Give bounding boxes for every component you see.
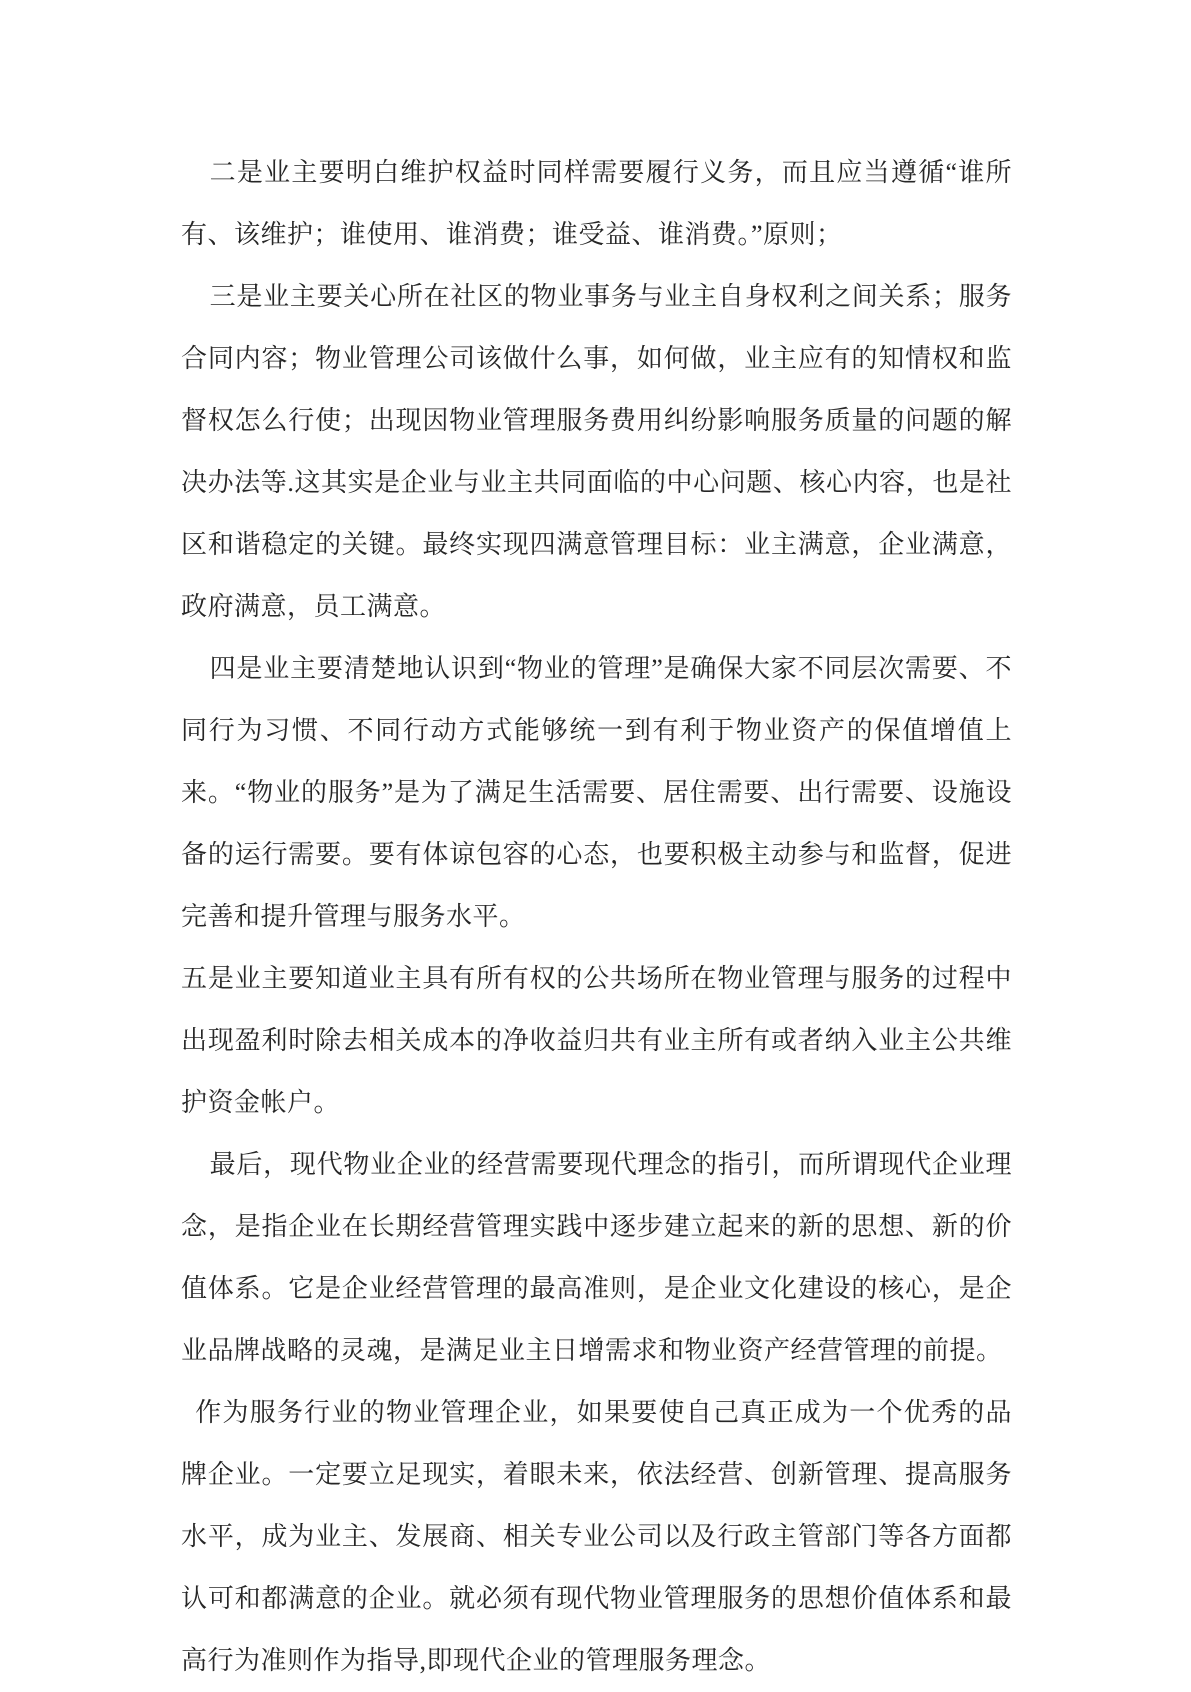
paragraph-conclusion-brand: 作为服务行业的物业管理企业，如果要使自己真正成为一个优秀的品牌企业。一定要立足现实，着眼未来，依法经营、创新管理、提高服务水平，成为业主、发展商、相关专业公司以及行政主管部门等各方面都认可和都满意的企业。就必须有现代物业管理服务的思想价值体系和最高行为准则作为指导,即现代企业的管理服务理念。 (181, 1398, 1012, 1675)
document-body (181, 142, 1012, 1692)
paragraph-conclusion-concepts: 最后，现代物业企业的经营需要现代理念的指引，而所谓现代企业理念，是指企业在长期经营管理实践中逐步建立起来的新的思想、新的价值体系。它是企业经营管理的最高准则，是企业文化建设的核心，是企业品牌战略的灵魂，是满足业主日增需求和物业资产经营管理的前提。 (181, 1150, 1012, 1365)
paragraph-point-two: 二是业主要明白维护权益时同样需要履行义务，而且应当遵循“谁所有、该维护；谁使用、谁消费；谁受益、谁消费。”原则； (181, 158, 1012, 249)
paragraph-point-four: 四是业主要清楚地认识到“物业的管理”是确保大家不同层次需要、不同行为习惯、不同行动方式能够统一到有利于物业资产的保值增值上来。“物业的服务”是为了满足生活需要、居住需要、出行需要、设施设备的运行需要。要有体谅包容的心态，也要积极主动参与和监督，促进完善和提升管理与服务水平。 (181, 654, 1012, 931)
paragraph-point-five: 五是业主要知道业主具有所有权的公共场所在物业管理与服务的过程中出现盈利时除去相关成本的净收益归共有业主所有或者纳入业主公共维护资金帐户。 (181, 964, 1012, 1117)
paragraph-point-three: 三是业主要关心所在社区的物业事务与业主自身权利之间关系；服务合同内容；物业管理公司该做什么事，如何做，业主应有的知情权和监督权怎么行使；出现因物业管理服务费用纠纷影响服务质量的问题的解决办法等.这其实是企业与业主共同面临的中心问题、核心内容，也是社区和谐稳定的关键。最终实现四满意管理目标：业主满意，企业满意，政府满意，员工满意。 (181, 282, 1012, 621)
